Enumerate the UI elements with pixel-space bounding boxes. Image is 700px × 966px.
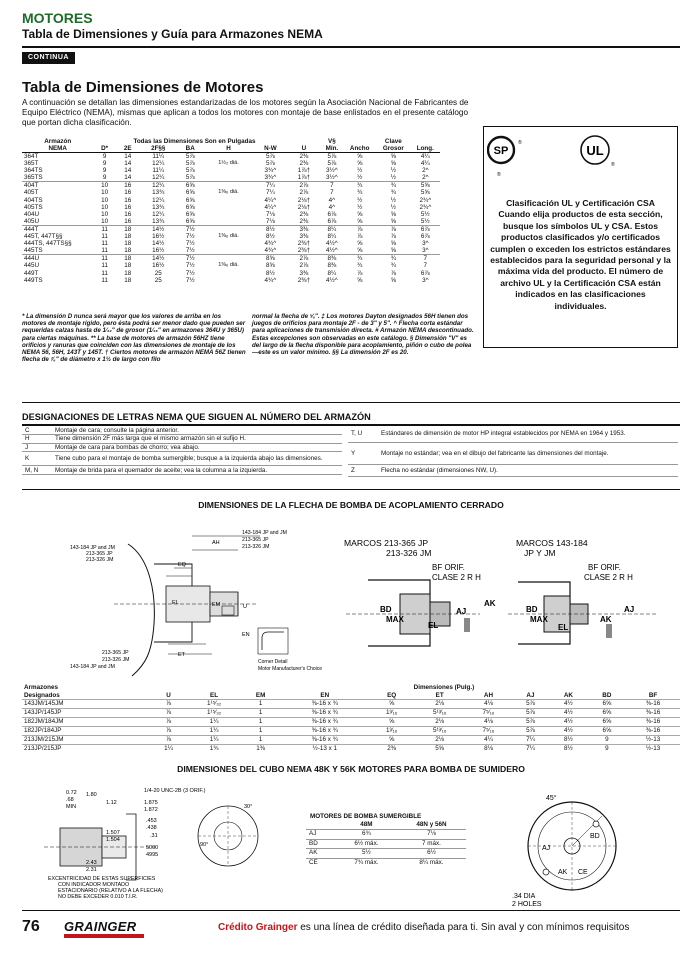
motor-row: 444U 11 18 14½ 7½ 8⅝ 2⅞ 8⅜ ¾ ¾ 7 (22, 255, 440, 263)
svg-text:143-184 JP and JM: 143-184 JP and JM (70, 664, 115, 670)
motor-dimensions-table (22, 138, 440, 284)
footer-rule (22, 910, 680, 911)
letter-row: M, N Montaje de brida para el quemador de aceite; vea la columna a la izquierda. (22, 466, 342, 475)
pump-shaft-dimensions-table (22, 684, 680, 753)
sump-col-header: 48M (360, 821, 373, 828)
col-nema: NEMA (48, 145, 67, 152)
motor-row: 365T 9 14 12¼ 5⅞ 1½₂ diá. 5⅞ 2⅜ 5⅞ ⅝ ⅝ 4¼ (24, 160, 430, 168)
credit-text: es una línea de crédito diseñada para ti. Sin aval y con mínimos requisitos (297, 922, 630, 933)
svg-text:EN: EN (242, 632, 250, 638)
logo-bar (64, 934, 144, 938)
letters-table-right (348, 426, 678, 477)
svg-text:5000: 5000 (146, 845, 159, 851)
motor-row: 445U 11 18 16½ 7½ 1⅜₆ diá. 8⅝ 2⅞ 8⅜ ¾ ¾ 7 (24, 262, 428, 270)
svg-text:AJ: AJ (456, 607, 467, 616)
motor-row: 444TS, 447TS§§ 11 18 14½ 7½ 4¾^ 2⅜† 4½^ ⅝ ⅝ 3^ (24, 240, 429, 248)
sump-col-header: 48N y 56N (416, 821, 447, 828)
svg-text:.453: .453 (146, 818, 157, 824)
svg-text:AK: AK (558, 869, 568, 876)
dims-row: 182JM/184JM ⅞ 1¼ 1 ⅜-16 x ¾ ⅝ 2⅛ 4⅛ 5⅞ 4½ 6⅝ ⅜-16 (22, 718, 680, 727)
dims-col-header: EN (320, 691, 330, 699)
svg-text:.68: .68 (66, 797, 74, 803)
svg-text:BF ORIF.: BF ORIF. (588, 563, 621, 572)
motor-row: 364TS 9 14 11¼ 5⅞ 3¾^ 1⅞† 3½^ ½ ½ 2^ (24, 167, 429, 175)
motor-row: 449TS 11 18 25 7½ 4¾^ 2⅜† 4½^ ⅝ ⅝ 3^ (24, 276, 429, 284)
ul-logo-icon (581, 136, 615, 168)
col-head-dimensiones: Dimensiones (Pulg.) (413, 684, 475, 691)
svg-text:.31: .31 (150, 833, 158, 839)
letter-row: C Montaje de cara; consulte la página anterior. (22, 426, 342, 435)
dims-row: 182JP/184JP ⅞ 1¼ 1 ⅜-16 x ¾ 1³⁄₁₆ 5¹³⁄₁₆ 7⁵⁄₁₆ 5⅞ 4½ 6⅝ ⅜-16 (22, 727, 680, 736)
col-grosor: Grosor (382, 145, 404, 152)
svg-text:1.872: 1.872 (144, 807, 158, 813)
sump-row: CE 7¾ máx. 8¼ máx. (306, 858, 466, 867)
motor-row: 404U 10 16 12¼ 6⅝ 7⅛ 2⅜ 6⅞ ⅝ ⅝ 5½ (24, 210, 430, 218)
col-min: Mín. (325, 145, 339, 152)
col-u: U (301, 145, 307, 152)
svg-text:MIN: MIN (66, 804, 77, 810)
letter-row: T, U Estándares de dimensión de motor HP integral establecidos por NEMA en 1964 y 1953. (348, 426, 678, 442)
col-head-clave: Clave (384, 138, 402, 145)
motor-row: 405U 10 16 13¾ 6⅝ 7⅛ 2⅜ 6⅞ ⅝ ⅝ 5½ (24, 217, 430, 225)
section-title: MOTORES (22, 10, 93, 26)
svg-text:1.507: 1.507 (106, 830, 120, 836)
shaft-diagram (62, 524, 334, 684)
col-head-v: V§ (328, 138, 336, 145)
svg-text:1.504: 1.504 (106, 837, 120, 843)
sump-pump-table (306, 821, 466, 867)
motor-row: 405T 10 16 13¾ 6⅝ 1⅜₆ diá. 7¼ 2⅞ 7 ¾ ¾ 5⅝ (24, 189, 430, 197)
dims-col-header: BD (602, 691, 612, 699)
motor-row: 365TS 9 14 12¼ 5⅞ 3¾^ 1⅞† 3½^ ½ ½ 2^ (24, 174, 429, 182)
svg-text:.438: .438 (146, 825, 157, 831)
svg-text:1.875: 1.875 (144, 800, 158, 806)
letter-row: K Tiene cubo para el montaje de bomba sumergible; busque a la izquierda abajo las dimensiones. (22, 452, 342, 466)
grainger-logo: GRAINGER (64, 919, 137, 934)
motor-row: 364T 9 14 11¼ 5⅞ 5⅞ 2⅜ 5⅞ ⅝ ⅝ 4¼ (24, 153, 430, 160)
svg-text:EL: EL (428, 621, 439, 630)
svg-text:213-326 JM: 213-326 JM (102, 657, 130, 663)
col-head-armazones: Armazones (24, 684, 58, 691)
svg-text:143-184 JP and JM: 143-184 JP and JM (70, 545, 115, 551)
svg-text:Corner Detail: Corner Detail (258, 659, 288, 665)
col-ba: BA (185, 145, 195, 152)
letters-table-left (22, 426, 342, 475)
col-2e: 2E (123, 145, 132, 152)
svg-text:2.31: 2.31 (86, 867, 97, 873)
col-d: D* (101, 145, 109, 152)
svg-text:BF ORIF.: BF ORIF. (432, 563, 465, 572)
continua-tag: CONTINUA (22, 52, 75, 64)
svg-text:BD: BD (590, 833, 600, 840)
flange-143-diagram (508, 538, 656, 644)
dims-col-header: AK (563, 691, 573, 699)
svg-text:AH: AH (212, 540, 220, 546)
svg-text:CLASE 2 R H: CLASE 2 R H (584, 573, 633, 582)
dims-col-header: AH (483, 691, 494, 699)
dims-row: 143JM/145JM ⅞ 1¹⁵⁄₃₂ 1 ⅜-16 x ¾ ⅝ 2⅛ 4⅛ 5⅞ 4½ 6⅝ ⅜-16 (22, 700, 680, 709)
svg-text:30°: 30° (244, 804, 253, 810)
letter-row: J Montaje de cara para bombas de chorro; vea abajo. (22, 443, 342, 452)
hub-flange-diagram (506, 790, 640, 908)
col-long: Long. (416, 145, 434, 152)
letter-row: Z Flecha no estándar (dimensiones NW, U). (348, 464, 678, 476)
svg-text:MAX: MAX (530, 615, 548, 624)
letters-title: DESIGNACIONES DE LETRAS NEMA QUE SIGUEN AL NÚMERO DEL ARMAZÓN (22, 412, 371, 422)
svg-text:EXCENTRICIDAD DE ESTAS SUPERFI: EXCENTRICIDAD DE ESTAS SUPERFICIES (48, 876, 156, 882)
ul-csa-text: Clasificación UL y Certificación CSA Cuando elija productos de esta sección, busque los símbolos UL y CSA. Estos productos clasificados y/o certificados cumplen o exceden los estrictos estándares establecidos para la seguridad personal y la máxima vida del producto. El número de archivo UL y la Certificación CSA están indicados en las clasificaciones individuales. (490, 198, 671, 311)
svg-text:0.72: 0.72 (66, 790, 77, 796)
dims-row: 213JP/215JP 1¼ 1¾ 1⅜ ½-13 x 1 2⅜ 5⅝ 8⅛ 7¼ 8½ 9 ½-13 (22, 745, 680, 754)
intro-paragraph: A continuación se detallan las dimensiones estandarizadas de los motores según la Asociación Nacional de Fabricantes de Equipo Eléctrico (NEMA), mismas que aplican a todos los motores con montaje de base enlistados en el presente catálogo que portan dicha clasificación. (22, 98, 469, 127)
letter-row: Y Montaje no estándar; vea en el dibujo del fabricante las dimensiones del montaje. (348, 442, 678, 464)
table-caption: Todas las Dimensiones Son en Pulgadas (133, 138, 256, 145)
motor-row: 445TS 11 18 16½ 7½ 4¾^ 2⅜† 4½^ ⅝ ⅝ 3^ (24, 247, 429, 255)
svg-text:2.43: 2.43 (86, 860, 97, 866)
svg-text:213-326 JM: 213-326 JM (386, 548, 432, 558)
sump-col-header (306, 821, 336, 830)
svg-text:CON INDICADOR MONTADO: CON INDICADOR MONTADO (58, 882, 130, 888)
dims-row: 143JP/145JP ⅞ 1¹⁵⁄₃₂ 1 ⅜-16 x ¾ 1³⁄₁₆ 5¹³⁄₁₆ 7⁵⁄₁₆ 5⅞ 4½ 6⅝ ⅜-16 (22, 709, 680, 718)
svg-text:213-326 JM: 213-326 JM (242, 544, 270, 550)
col-ancho: Ancho (349, 145, 370, 152)
pump-shaft-caption: DIMENSIONES DE LA FLECHA DE BOMBA DE ACOPLAMIENTO CERRADO (198, 500, 504, 510)
svg-text:U: U (243, 604, 247, 610)
dims-col-header: ET (435, 691, 444, 699)
csa-sub-mark: ® (497, 172, 501, 178)
csa-mark-text: SP (493, 145, 509, 157)
svg-text:45°: 45° (546, 795, 557, 802)
motor-row: 404T 10 16 12¼ 6⅝ 7¼ 2⅞ 7 ¾ ¾ 5⅝ (22, 182, 440, 190)
svg-text:213-365 JP: 213-365 JP (86, 551, 113, 557)
col-2f: 2F§§ (151, 145, 166, 152)
hub-caption: DIMENSIONES DEL CUBO NEMA 48K Y 56K MOTORES PARA BOMBA DE SUMIDERO (177, 764, 525, 774)
svg-text:JP Y JM: JP Y JM (524, 548, 556, 558)
svg-text:CLASE 2 R H: CLASE 2 R H (432, 573, 481, 582)
motor-row: 449T 11 18 25 7½ 8½ 3⅜ 8¼ ⅞ ⅞ 6⅞ (24, 269, 430, 277)
footnote-left: * La dimensión D nunca será mayor que los valores de arriba en los motores de montaje rígido, pero ésta podrá ser menor dado que pueden ser requeridas calzas hasta de 1⁄₃₂" de grosor (1⁄₁₆" en armazones 364U y 365U) para ciertas máquinas. ** La base de motores de armazón 56HZ tiene orificios y ranuras que coinciden con las dimensiones de montaje de los NEMA 56, 56H, 143T y 145T. † Ciertos motores de armazón NEMA 56Z tienen flecha de ⅞" de diámetro x 1½ de largo con filo (22, 313, 246, 364)
sump-table-title: MOTORES DE BOMBA SUMERGIBLE (310, 813, 422, 820)
sump-row: BD 6½ máx. 7 máx. (306, 839, 466, 849)
svg-text:143-184 JP and JM: 143-184 JP and JM (242, 530, 287, 536)
motor-row: 405TS 10 16 13¾ 6⅝ 4¼^ 2⅛† 4^ ½ ½ 2¾^ (24, 203, 432, 211)
svg-text:BD: BD (380, 605, 392, 614)
footnote-right: normal la flecha de ⅝". ‡ Los motores Dayton designados 56H tienen dos juegos de orificios para montaje 2F - de 3" y 5". ^ Flecha corta estándar para aplicaciones de transmisión directa. # Armazón NEMA descontinuado. Estas excepciones son observadas en este catálogo. § Dimensión "V" es del largo de la flecha disponible para acoplamiento, piñón o cubo de polea—este es un valor mínimo. §§ La dimensión 2F es 20. (252, 313, 474, 357)
svg-text:90°: 90° (200, 842, 209, 848)
ul-mark-text: UL (586, 143, 604, 158)
table-section-title: Tabla de Dimensiones de Motores (22, 79, 264, 96)
sump-row: AK 5½ 6½ (306, 849, 466, 859)
col-head-armazon: Armazón (44, 138, 72, 145)
sump-row: AJ 6¾ 7⅛ (306, 830, 466, 840)
svg-text:CE: CE (578, 869, 588, 876)
svg-text:EQ: EQ (178, 562, 186, 568)
svg-text:.34 DIA: .34 DIA (512, 893, 536, 900)
col-h: H (226, 145, 231, 152)
motor-row: 445T, 447T§§ 11 18 16½ 7½ 1⅜₆ diá. 8½ 3⅜ 8¼ ⅞ ⅞ 6⅞ (24, 233, 430, 241)
svg-text:®: ® (611, 162, 615, 168)
dims-col-header: BF (648, 691, 658, 699)
page-subtitle: Tabla de Dimensiones y Guía para Armazones NEMA (22, 27, 323, 41)
dims-row: 213JM/215JM ⅞ 1¼ 1 ⅜-16 x ¾ ⅝ 2⅛ 4¼ 7¼ 8½ 9 ½-13 (22, 736, 680, 745)
svg-text:MARCOS 213-365 JP: MARCOS 213-365 JP (344, 538, 429, 548)
hub-diagram (40, 784, 302, 906)
csa-logo-icon (488, 137, 522, 163)
dims-col-header: EQ (387, 691, 397, 699)
svg-text:AK: AK (600, 615, 612, 624)
motor-row: 444T 11 18 14½ 7½ 8½ 3⅜ 8¼ ⅞ ⅞ 6⅞ (22, 225, 440, 233)
dims-col-header: EM (255, 691, 266, 699)
svg-text:AK: AK (484, 599, 496, 608)
dims-col-header: Designados (24, 691, 60, 699)
svg-text:EL: EL (172, 600, 179, 606)
svg-text:AJ: AJ (542, 845, 551, 852)
svg-text:1/4-20 UNC-2B (3 ORIF.): 1/4-20 UNC-2B (3 ORIF.) (144, 788, 206, 794)
svg-text:EM: EM (212, 602, 221, 608)
svg-text:213-365 JP: 213-365 JP (102, 650, 129, 656)
svg-text:ET: ET (178, 652, 186, 658)
dims-col-header: AJ (526, 691, 535, 699)
page-number: 76 (22, 918, 40, 935)
letter-row: H Tiene dimensión 2F más larga que el mismo armazón sin el sufijo H. (22, 435, 342, 444)
svg-text:MARCOS 143-184: MARCOS 143-184 (516, 538, 588, 548)
svg-text:2 HOLES: 2 HOLES (512, 901, 542, 908)
motor-row: 404TS 10 16 12¼ 6⅝ 4¼^ 2⅛† 4^ ½ ½ 2¾^ (24, 196, 432, 204)
svg-text:1.12: 1.12 (106, 800, 117, 806)
svg-text:®: ® (518, 140, 522, 146)
credit-line (218, 922, 629, 933)
svg-text:Motor Manufacturer's Choice: Motor Manufacturer's Choice (258, 666, 323, 672)
dims-col-header: EL (210, 691, 219, 699)
svg-text:EL: EL (558, 623, 569, 632)
svg-text:4995: 4995 (146, 852, 159, 858)
svg-text:BD: BD (526, 605, 538, 614)
divider (22, 489, 680, 490)
flange-diagrams (340, 534, 670, 662)
divider (22, 402, 680, 403)
svg-text:MAX: MAX (386, 615, 404, 624)
flange-213-diagram (344, 538, 496, 646)
svg-text:213-326 JM: 213-326 JM (86, 557, 114, 563)
svg-text:NO DEBE EXCEDER 0.010 T.I.R.: NO DEBE EXCEDER 0.010 T.I.R. (58, 894, 138, 900)
credit-brand[interactable]: Crédito Grainger (218, 922, 298, 933)
svg-text:AJ: AJ (624, 605, 635, 614)
col-nw: N-W (264, 145, 277, 152)
dims-col-header: U (166, 691, 171, 699)
certification-logos (487, 130, 677, 196)
header-rule (22, 46, 680, 48)
svg-text:1.80: 1.80 (86, 792, 97, 798)
svg-text:ESTACIONARIO (RELATIVO A LA FL: ESTACIONARIO (RELATIVO A LA FLECHA) (58, 888, 163, 894)
svg-text:213-365 JP: 213-365 JP (242, 537, 269, 543)
